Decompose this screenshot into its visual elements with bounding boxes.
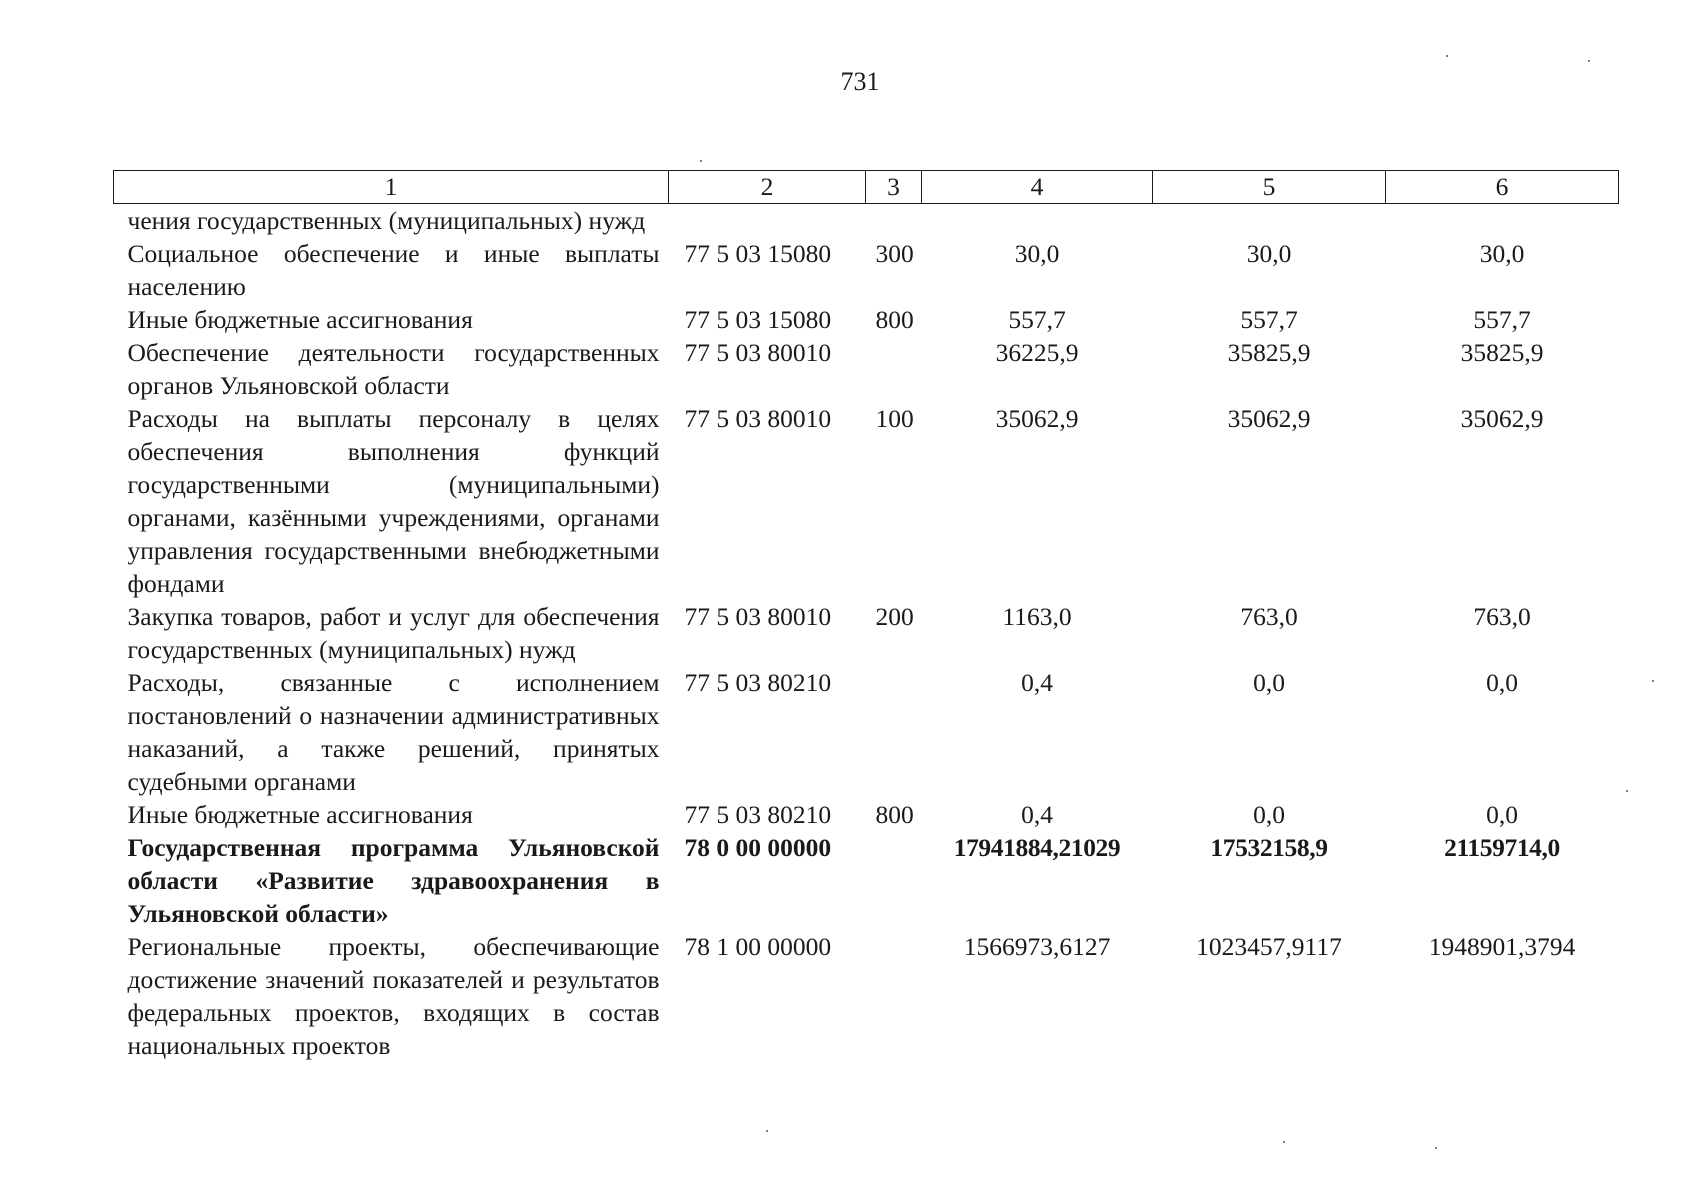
table-row xyxy=(114,402,1619,600)
row-name: Расходы на выплаты персоналу в целях обеспечения выполнения функций государственными (муниципальными) органами, казёнными учреждениями, органами управления государственными внебюджетными фондами xyxy=(127,404,660,598)
row-value-4: 35062,9 xyxy=(995,404,1079,433)
row-value-4: 36225,9 xyxy=(995,338,1079,367)
row-value-5: 30,0 xyxy=(1246,239,1292,268)
table-row xyxy=(114,303,1619,336)
row-type xyxy=(866,930,922,1062)
scan-speck xyxy=(766,1130,768,1132)
row-value-5: 35062,9 xyxy=(1227,404,1311,433)
row-value-6: 35062,9 xyxy=(1460,404,1544,433)
row-value-5: 17532158,9 xyxy=(1210,833,1328,862)
table-row xyxy=(114,798,1619,831)
row-code: 77 5 03 15080 xyxy=(684,239,832,268)
row-type: 100 xyxy=(875,404,914,433)
header-col-4: 4 xyxy=(922,171,1153,204)
row-value-5: 35825,9 xyxy=(1227,338,1311,367)
row-value-6 xyxy=(1386,204,1619,238)
row-code: 78 1 00 00000 xyxy=(684,932,832,961)
row-code: 77 5 03 80210 xyxy=(684,800,832,829)
header-col-3: 3 xyxy=(866,171,922,204)
table-row xyxy=(114,666,1619,798)
scan-speck xyxy=(1652,680,1654,682)
row-value-4: 17941884,21029 xyxy=(953,833,1121,862)
row-name: Государственная программа Ульяновской области «Развитие здравоохранения в Ульяновской области» xyxy=(127,833,660,928)
row-type: 200 xyxy=(875,602,914,631)
scan-speck xyxy=(1626,790,1628,792)
row-value-5: 0,0 xyxy=(1253,668,1285,697)
row-code: 77 5 03 80010 xyxy=(684,602,832,631)
row-value-6: 35825,9 xyxy=(1460,338,1544,367)
row-value-4: 1163,0 xyxy=(1002,602,1072,631)
row-type xyxy=(866,666,922,798)
row-name: Иные бюджетные ассигнования xyxy=(127,305,473,334)
row-value-6: 0,0 xyxy=(1486,800,1518,829)
row-type: 800 xyxy=(875,305,914,334)
row-value-4: 30,0 xyxy=(1014,239,1060,268)
row-name: Расходы, связанные с исполнением постановлений о назначении административных наказаний, а также решений, принятых судебными органами xyxy=(127,668,660,796)
row-value-6: 1948901,3794 xyxy=(1428,932,1576,961)
scan-speck xyxy=(1588,60,1590,62)
scan-speck xyxy=(1446,55,1448,57)
row-value-5: 0,0 xyxy=(1253,800,1285,829)
row-value-5: 763,0 xyxy=(1240,602,1298,631)
scan-speck xyxy=(1435,1147,1437,1149)
row-code: 77 5 03 15080 xyxy=(684,305,832,334)
table-row xyxy=(114,237,1619,303)
row-name: Закупка товаров, работ и услуг для обеспечения государственных (муниципальных) нужд xyxy=(127,602,660,664)
header-col-6: 6 xyxy=(1386,171,1619,204)
scan-speck xyxy=(700,160,702,162)
row-name: чения государственных (муниципальных) нужд xyxy=(127,206,646,235)
scan-speck xyxy=(1283,1141,1285,1143)
row-code: 77 5 03 80210 xyxy=(684,668,832,697)
row-value-6: 21159714,0 xyxy=(1444,833,1560,862)
table-body xyxy=(114,204,1619,1063)
row-name: Социальное обеспечение и иные выплаты населению xyxy=(127,239,660,301)
row-value-4: 1566973,6127 xyxy=(963,932,1111,961)
table-row xyxy=(114,204,1619,238)
row-code: 78 0 00 00000 xyxy=(684,833,832,862)
row-value-4: 0,4 xyxy=(1021,668,1053,697)
row-value-4: 0,4 xyxy=(1021,800,1053,829)
row-code: 77 5 03 80010 xyxy=(684,404,832,433)
row-value-5 xyxy=(1153,204,1386,238)
row-value-4: 557,7 xyxy=(1008,305,1066,334)
row-code xyxy=(669,204,866,238)
row-name: Обеспечение деятельности государственных органов Ульяновской области xyxy=(127,338,660,400)
row-name: Иные бюджетные ассигнования xyxy=(127,800,473,829)
table-row xyxy=(114,930,1619,1062)
row-value-5: 557,7 xyxy=(1240,305,1298,334)
row-value-5: 1023457,9117 xyxy=(1196,932,1342,961)
table-row xyxy=(114,831,1619,930)
table-row xyxy=(114,600,1619,666)
header-col-5: 5 xyxy=(1153,171,1386,204)
row-value-6: 30,0 xyxy=(1479,239,1525,268)
row-code: 77 5 03 80010 xyxy=(684,338,832,367)
table-header xyxy=(114,171,1619,204)
page-number: 731 xyxy=(840,67,880,96)
row-value-6: 557,7 xyxy=(1473,305,1531,334)
header-col-2: 2 xyxy=(669,171,866,204)
row-value-6: 0,0 xyxy=(1486,668,1518,697)
row-value-4 xyxy=(922,204,1153,238)
budget-table xyxy=(113,170,1619,1062)
row-type xyxy=(866,831,922,930)
table-row xyxy=(114,336,1619,402)
row-type xyxy=(866,336,922,402)
row-name: Региональные проекты, обеспечивающие достижение значений показателей и результатов федеральных проектов, входящих в состав национальных проектов xyxy=(127,932,660,1060)
row-type xyxy=(866,204,922,238)
header-row xyxy=(114,171,1619,204)
row-type: 800 xyxy=(875,800,914,829)
header-col-1: 1 xyxy=(114,171,669,204)
row-type: 300 xyxy=(875,239,914,268)
row-value-6: 763,0 xyxy=(1473,602,1531,631)
